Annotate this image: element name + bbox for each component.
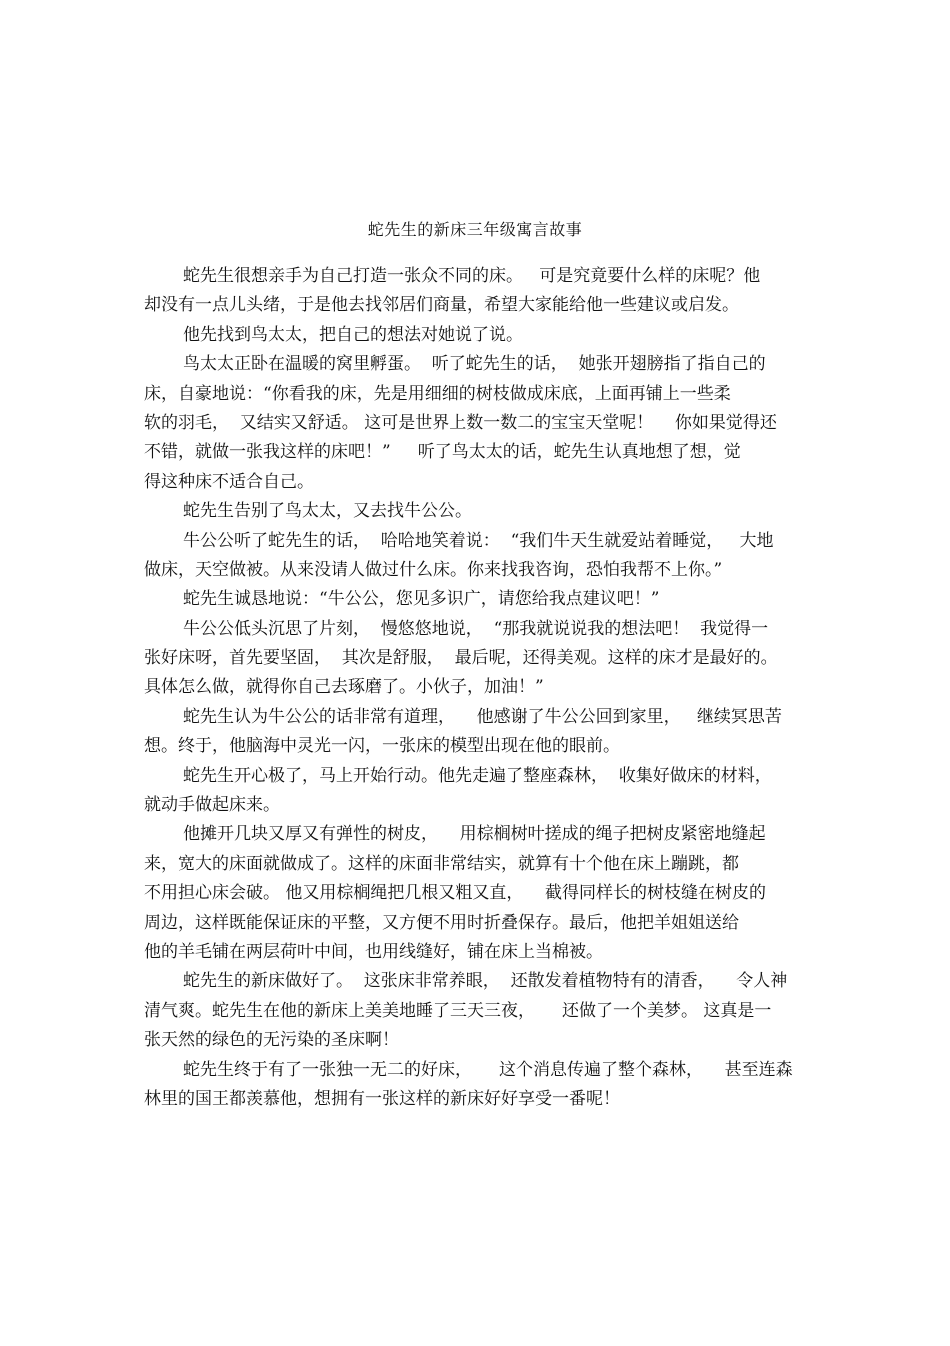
body-line: 他的羊毛铺在两层荷叶中间，也用线缝好，铺在床上当棉被。: [144, 941, 603, 962]
document-body: [144, 262, 809, 1114]
body-line: 软的羽毛， 又结实又舒适。 这可是世界上数一数二的宝宝天堂呢！ 你如果觉得还: [144, 412, 777, 433]
body-line: 他先找到鸟太太，把自己的想法对她说了说。: [183, 324, 523, 345]
body-line: 蛇先生认为牛公公的话非常有道理， 他感谢了牛公公回到家里， 继续冥思苦: [183, 706, 782, 727]
body-line: 蛇先生告别了鸟太太，又去找牛公公。: [183, 501, 472, 522]
body-line: 他摊开几块又厚又有弹性的树皮， 用棕榈树叶搓成的绳子把树皮紧密地缝起: [183, 824, 766, 845]
body-line: 蛇先生终于有了一张独一无二的好床， 这个消息传遍了整个森林， 甚至连森: [183, 1059, 793, 1080]
body-line: 张天然的绿色的无污染的圣床啊！: [144, 1030, 399, 1051]
body-line: 想。终于，他脑海中灵光一闪，一张床的模型出现在他的眼前。: [144, 736, 620, 757]
document-title: 蛇先生的新床三年级寓言故事: [367, 220, 583, 239]
body-line: 具体怎么做，就得你自己去琢磨了。小伙子，加油！”: [144, 677, 544, 698]
body-line: 不用担心床会破。 他又用棕榈绳把几根又粗又直， 截得同样长的树枝缝在树皮的: [144, 883, 767, 904]
body-line: 蛇先生开心极了，马上开始行动。他先走遍了整座森林， 收集好做床的材料，: [183, 765, 772, 786]
body-line: 牛公公低头沉思了片刻， 慢悠悠地说， “那我就说说我的想法吧！ 我觉得一: [183, 618, 769, 639]
body-line: 不错，就做一张我这样的床吧！” 听了鸟太太的话，蛇先生认真地想了想，觉: [144, 442, 741, 463]
body-line: 蛇先生诚恳地说：“牛公公，您见多识广，请您给我点建议吧！”: [183, 589, 660, 610]
body-line: 周边，这样既能保证床的平整，又方便不用时折叠保存。最后，他把羊姐姐送给: [144, 912, 739, 933]
body-line: 蛇先生的新床做好了。 这张床非常养眼， 还散发着植物特有的清香， 令人神: [183, 971, 788, 992]
body-line: 来，宽大的床面就做成了。这样的床面非常结实，就算有十个他在床上蹦跳，都: [144, 853, 739, 874]
body-line: 得这种床不适合自己。: [144, 471, 314, 492]
body-line: 牛公公听了蛇先生的话， 哈哈地笑着说： “我们牛天生就爱站着睡觉， 大地: [183, 530, 774, 551]
body-line: 却没有一点儿头绪，于是他去找邻居们商量，希望大家能给他一些建议或启发。: [144, 295, 739, 316]
body-line: 床，自豪地说：“你看我的床，先是用细细的树枝做成床底，上面再铺上一些柔: [144, 383, 731, 404]
body-line: 做床，天空做被。从来没请人做过什么床。你来找我咨询，恐怕我帮不上你。”: [144, 559, 723, 580]
body-line: 张好床呀，首先要坚固， 其次是舒服， 最后呢，还得美观。这样的床才是最好的。: [144, 648, 778, 669]
body-line: 鸟太太正卧在温暖的窝里孵蛋。 听了蛇先生的话， 她张开翅膀指了指自己的: [183, 354, 766, 375]
body-line: 林里的国王都羡慕他，想拥有一张这样的新床好好享受一番呢！: [144, 1088, 620, 1109]
body-line: 蛇先生很想亲手为自己打造一张众不同的床。 可是究竟要什么样的床呢？他: [183, 266, 761, 286]
body-line: 清气爽。蛇先生在他的新床上美美地睡了三天三夜， 还做了一个美梦。 这真是一: [144, 1000, 772, 1021]
body-line: 就动手做起床来。: [144, 795, 280, 816]
